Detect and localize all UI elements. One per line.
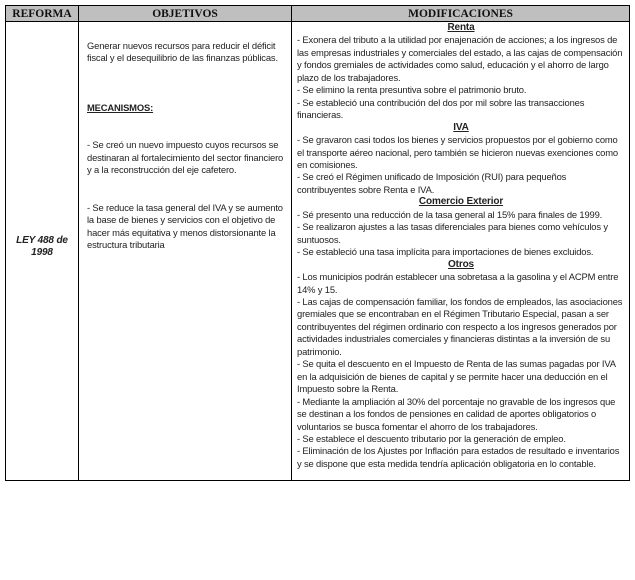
reforma-cell: LEY 488 de 1998	[6, 22, 79, 481]
header-row	[6, 6, 630, 22]
modificaciones-cell	[292, 22, 630, 481]
mecanismos-label: MECANISMOS:	[87, 101, 154, 113]
objetivo-text: Generar nuevos recursos para reducir el déficit fiscal y el desequilibrio de las finanzas públicas.	[87, 40, 278, 64]
header-objetivos: OBJETIVOS	[79, 6, 292, 22]
modificacion-item: - Se creó el Régimen unificado de Imposición (RUI) para pequeños contribuyentes sobre Renta e IVA.	[297, 171, 567, 195]
modificacion-item: - Se gravaron casi todos los bienes y servicios propuestos por el gobierno como el transporte aéreo nacional, pero también se hicieron nuevas exenciones como en comisiones.	[297, 134, 618, 170]
modificacion-item: - Se quita el descuento en el Impuesto de Renta de las sumas pagadas por IVA en la adquisición de bienes de capital y se permite hacer una deducción en el Impuesto sobre la Renta.	[297, 358, 616, 395]
section-title-renta: Renta	[447, 22, 475, 33]
modificacion-item: - Se elimino la renta presuntiva sobre el patrimonio bruto.	[297, 84, 527, 96]
objetivos-cell	[79, 22, 292, 481]
section-title-otros: Otros	[448, 258, 474, 270]
table-row	[6, 22, 630, 481]
modificacion-item: - Se estableció una contribución del dos por mil sobre las transacciones financieras.	[297, 96, 585, 121]
mecanismo-item: - Se reduce la tasa general del IVA y se aumento la base de bienes y servicios con el objetivo de hacer más equitativa y menos distorsionante la estructura tributaria	[87, 201, 283, 251]
header-modificaciones: MODIFICACIONES	[292, 6, 630, 22]
modificacion-item: - Se estableció una tasa implícita para importaciones de bienes excluidos.	[297, 246, 594, 258]
section-title-comercio-exterior: Comercio Exterior	[418, 196, 504, 208]
modificacion-item: - Se realizaron ajustes a las tasas diferenciales para bienes como vehículos y suntuosos.	[297, 221, 608, 245]
modificacion-item: - Se establece el descuento tributario por la generación de empleo.	[297, 432, 566, 444]
modificacion-item: - Mediante la ampliación al 30% del porcentaje no gravable de los ingresos que se destinan a los fondos de pensiones en calidad de aportes obligatorios o voluntarios se busca fomentar el ahorro de los trabajadores.	[297, 395, 616, 432]
reform-table	[5, 5, 630, 481]
section-title-iva: IVA	[453, 121, 469, 133]
modificacion-item: - Las cajas de compensación familiar, los fondos de empleados, las asociaciones gremiales que se encontraban en el Régimen Tributario Especial, pasan a ser contribuyentes del régimen ordinario con respecto a los ingresos generados por actividades industriales comerciales y financieras distintas a la inversión de su patrimonio.	[297, 295, 623, 357]
modificacion-item: - Los municipios podrán establecer una sobretasa a la gasolina y el ACPM entre 14% y 15.	[297, 271, 619, 295]
modificacion-item: - Eliminación de los Ajustes por Inflación para estados de resultado e inventarios y se dispone que esta medida tendría aplicación obligatoria en lo contable.	[297, 445, 620, 469]
modificacion-item: - Exonera del tributo a la utilidad por enajenación de acciones; a los ingresos de las empresas industriales y comerciales del estado, a las cajas de compensación y fondos gremiales de actividades como salud, educación y el ahorro de largo plazo de los trabajadores.	[297, 34, 623, 83]
header-reforma: REFORMA	[6, 6, 79, 22]
mecanismo-item: - Se creó un nuevo impuesto cuyos recursos se destinaran al fortalecimiento del sector financiero y a la reconstrucción del eje cafetero.	[87, 139, 284, 176]
modificacion-item: - Sé presento una reducción de la tasa general al 15% para finales de 1999.	[297, 208, 603, 220]
